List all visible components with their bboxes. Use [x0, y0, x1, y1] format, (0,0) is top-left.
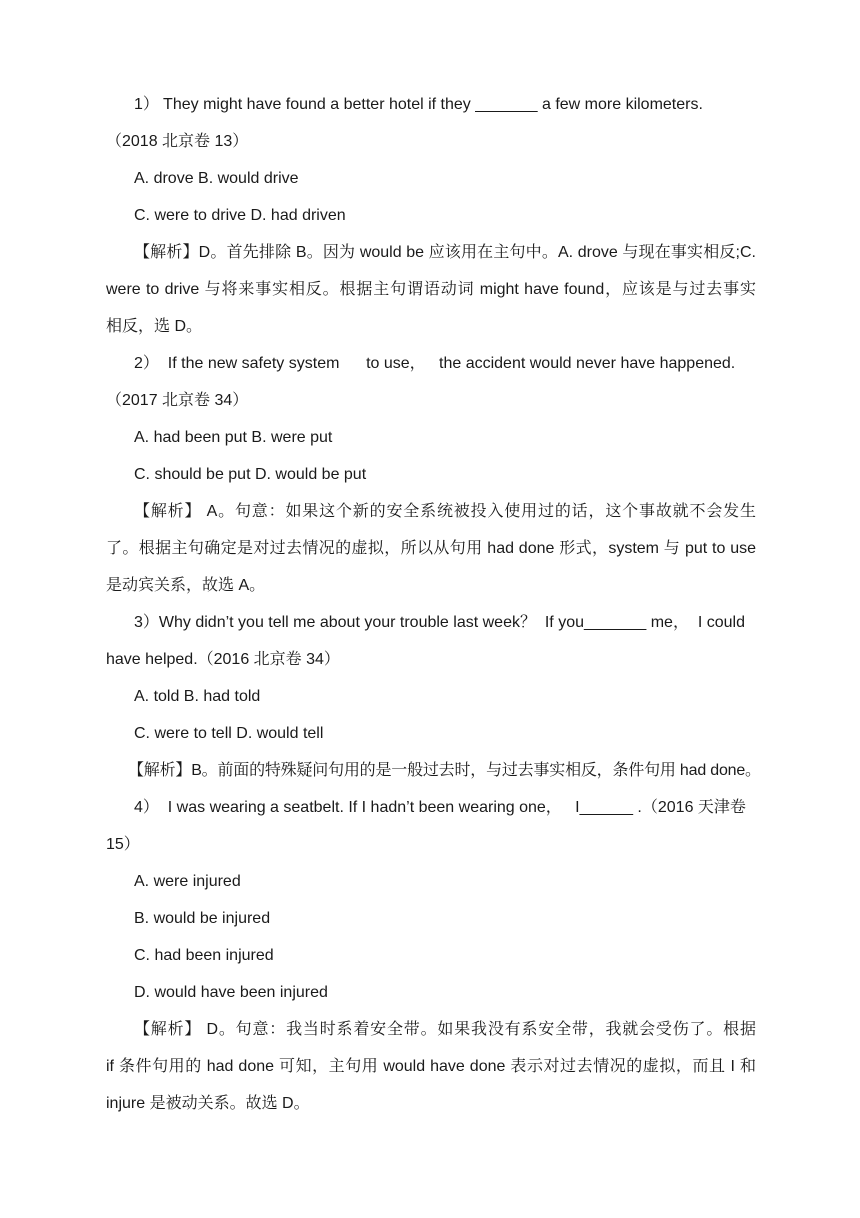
question-2-stem: 2） If the new safety system to use， the accident would never have happened.: [134, 355, 736, 372]
question-4-analysis-line-2: if 条件句用的 had done 可知，主句用 would have done 表示对过去情况的虚拟，而且 I 和: [106, 1058, 756, 1075]
question-4-analysis-line-3: injure 是被动关系。故选 D。: [106, 1095, 310, 1112]
question-3-options-ab: A. told B. had told: [134, 688, 261, 705]
question-1-stem: 1） They might have found a better hotel if they _______ a few more kilometers.: [134, 96, 703, 113]
question-4-option-d: D. would have been injured: [134, 984, 328, 1001]
question-4-source: 15）: [106, 836, 140, 853]
question-3-source: have helped.（2016 北京卷 34）: [106, 651, 340, 668]
question-2-source: （2017 北京卷 34）: [106, 392, 249, 409]
question-1-options-cd: C. were to drive D. had driven: [134, 207, 346, 224]
question-1-analysis-line-2: were to drive 与将来事实相反。根据主句谓语动词 might have found，应该是与过去事实: [106, 281, 756, 298]
question-2-options-ab: A. had been put B. were put: [134, 429, 333, 446]
question-1-analysis-line-1: 【解析】D。首先排除 B。因为 would be 应该用在主句中。A. drove 与现在事实相反;C.: [134, 244, 756, 261]
question-4-stem: 4） I was wearing a seatbelt. If I hadn’t been wearing one， I______ .（2016 天津卷: [134, 799, 746, 816]
question-1-options-ab: A. drove B. would drive: [134, 170, 299, 187]
question-3-options-cd: C. were to tell D. would tell: [134, 725, 324, 742]
question-4-option-b: B. would be injured: [134, 910, 271, 927]
question-2-analysis-line-2: 了。根据主句确定是对过去情况的虚拟，所以从句用 had done 形式，system 与 put to use: [106, 540, 756, 557]
question-3-stem: 3）Why didn’t you tell me about your trouble last week？ If you_______ me， I could: [134, 614, 745, 631]
document-content: [106, 86, 761, 1122]
question-4-option-c: C. had been injured: [134, 947, 274, 964]
question-4-option-a: A. were injured: [134, 873, 241, 890]
question-3-analysis-line-1: 【解析】B。前面的特殊疑问句用的是一般过去时，与过去事实相反，条件句用 had done。: [128, 762, 761, 779]
question-4-analysis-line-1: 【解析】 D。句意：我当时系着安全带。如果我没有系安全带，我就会受伤了。根据: [134, 1021, 756, 1038]
question-1-analysis-line-3: 相反，选 D。: [106, 318, 203, 335]
question-2-analysis-line-1: 【解析】 A。句意：如果这个新的安全系统被投入使用过的话，这个事故就不会发生: [134, 503, 756, 520]
question-2-analysis-line-3: 是动宾关系，故选 A。: [106, 577, 266, 594]
question-2-options-cd: C. should be put D. would be put: [134, 466, 367, 483]
question-1-source: （2018 北京卷 13）: [106, 133, 249, 150]
